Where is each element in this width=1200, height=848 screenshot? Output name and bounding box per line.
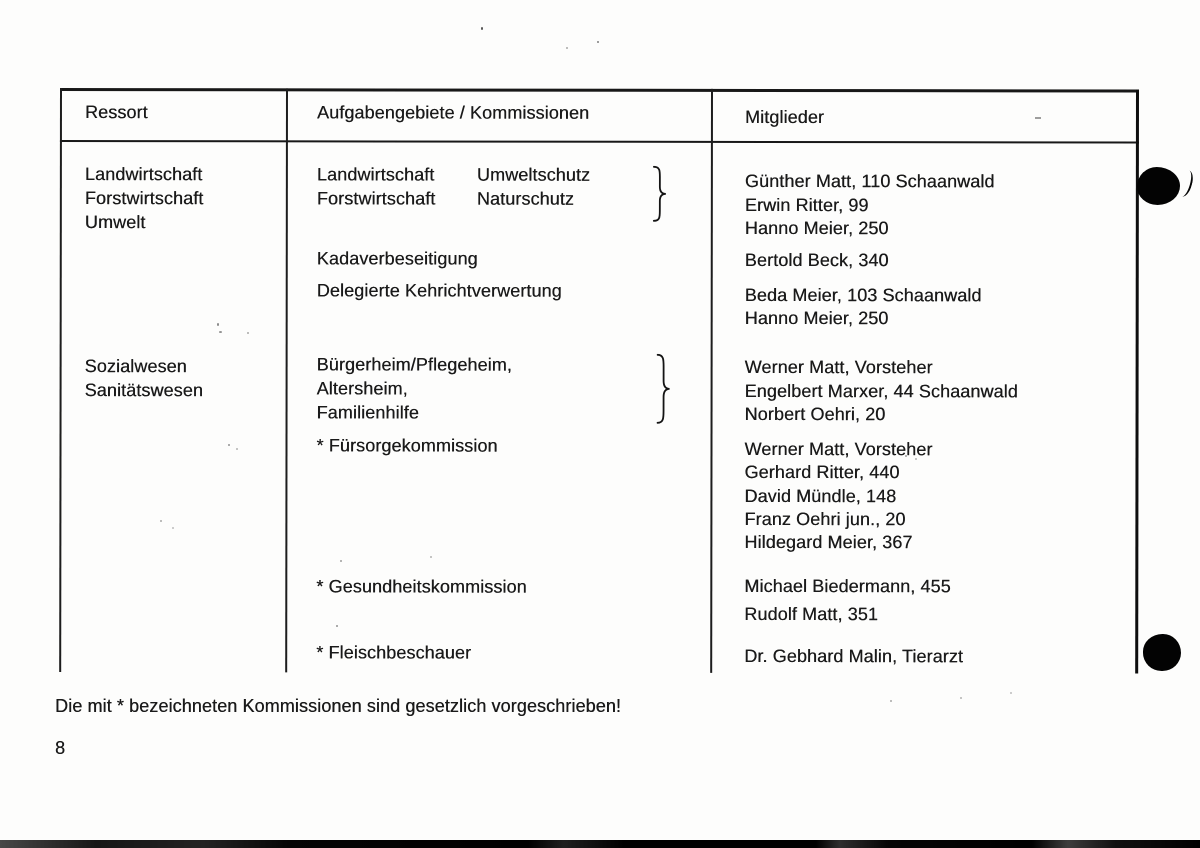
aufgabe-entry: Naturschutz: [476, 188, 575, 209]
scan-speck: [597, 41, 599, 43]
ressort-entry: Forstwirtschaft: [84, 188, 204, 209]
aufgabe-entry: Altersheim,: [316, 378, 408, 399]
ressort-entry: Umwelt: [84, 212, 146, 233]
aufgabe-entry: * Gesundheitskommission: [316, 576, 527, 597]
aufgabe-entry: Forstwirtschaft: [316, 188, 436, 209]
scan-speck: [217, 323, 219, 326]
mitglied-entry: Michael Biedermann, 455: [744, 575, 951, 597]
mitglied-entry: Beda Meier, 103 Schaanwald: [744, 284, 982, 306]
mitglied-entry: Dr. Gebhard Malin, Tierarzt: [744, 645, 964, 667]
mitglied-entry: Hanno Meier, 250: [744, 217, 889, 239]
column-header-ressort: Ressort: [84, 102, 148, 123]
aufgabe-entry: Umweltschutz: [476, 164, 591, 185]
hole-punch-dot: [1137, 167, 1180, 205]
scan-speck: [228, 444, 230, 446]
scan-speck: [172, 527, 174, 529]
column-header-aufgaben: Aufgabengebiete / Kommissionen: [316, 102, 590, 123]
mitglied-entry: Engelbert Marxer, 44 Schaanwald: [744, 380, 1018, 402]
scan-edge-bar: [0, 840, 1200, 848]
scan-speck: [566, 47, 568, 49]
scan-speck: [915, 458, 917, 460]
scan-speck: [336, 625, 338, 627]
column-divider-1: [285, 88, 288, 672]
page-number: 8: [55, 738, 66, 758]
ressort-entry: Sanitätswesen: [84, 380, 203, 401]
table-left-border: [59, 88, 62, 672]
aufgabe-entry: Bürgerheim/Pflegeheim,: [316, 354, 512, 375]
aufgabe-entry: Landwirtschaft: [316, 164, 435, 185]
group-brace-icon: [654, 353, 672, 425]
scan-speck: [247, 332, 249, 334]
mitglied-entry: Hildegard Meier, 367: [744, 531, 913, 553]
mitglied-entry: Werner Matt, Vorsteher: [744, 438, 933, 460]
scan-speck: [960, 697, 962, 699]
mitglied-entry: Bertold Beck, 340: [744, 249, 889, 271]
scan-speck: [219, 331, 222, 333]
mitglied-entry: Hanno Meier, 250: [744, 307, 889, 329]
aufgabe-entry: * Fürsorgekommission: [316, 435, 498, 456]
hole-punch-dot: [1143, 634, 1181, 671]
scan-speck: [1010, 692, 1012, 694]
mitglied-entry: Erwin Ritter, 99: [744, 194, 869, 216]
scan-speck: [340, 560, 342, 562]
scan-speck: [236, 448, 238, 450]
aufgabe-entry: Kadaverbeseitigung: [316, 248, 478, 269]
mitglied-entry: Franz Oehri jun., 20: [744, 508, 906, 530]
header-underline: [60, 140, 1139, 144]
scan-speck: [481, 27, 483, 30]
column-header-mitglieder: Mitglieder: [744, 106, 825, 128]
scan-speck: [1035, 117, 1041, 119]
mitglied-entry: Werner Matt, Vorsteher: [744, 356, 933, 378]
table-top-border: [60, 88, 1139, 93]
aufgabe-entry: Familienhilfe: [316, 402, 419, 423]
ressort-entry: Landwirtschaft: [84, 164, 203, 185]
scan-speck: [160, 520, 162, 522]
mitglied-entry: Norbert Oehri, 20: [744, 403, 886, 425]
group-brace-icon: [650, 165, 668, 223]
scan-speck: [905, 455, 907, 457]
page-footnote: Die mit * bezeichneten Kommissionen sind gesetzlich vorgeschrieben!: [55, 696, 621, 716]
mitglied-entry: Günther Matt, 110 Schaanwald: [744, 170, 995, 192]
mitglied-entry: David Mündle, 148: [744, 485, 897, 507]
column-divider-2: [710, 89, 713, 673]
scan-speck: [890, 700, 892, 702]
mitglied-entry: Gerhard Ritter, 440: [744, 461, 900, 483]
scan-speck: [430, 556, 432, 558]
mitglied-entry: Rudolf Matt, 351: [744, 603, 878, 625]
ressort-entry: Sozialwesen: [84, 356, 187, 377]
aufgabe-entry: * Fleischbeschauer: [316, 642, 472, 663]
aufgabe-entry: Delegierte Kehrichtverwertung: [316, 280, 562, 301]
